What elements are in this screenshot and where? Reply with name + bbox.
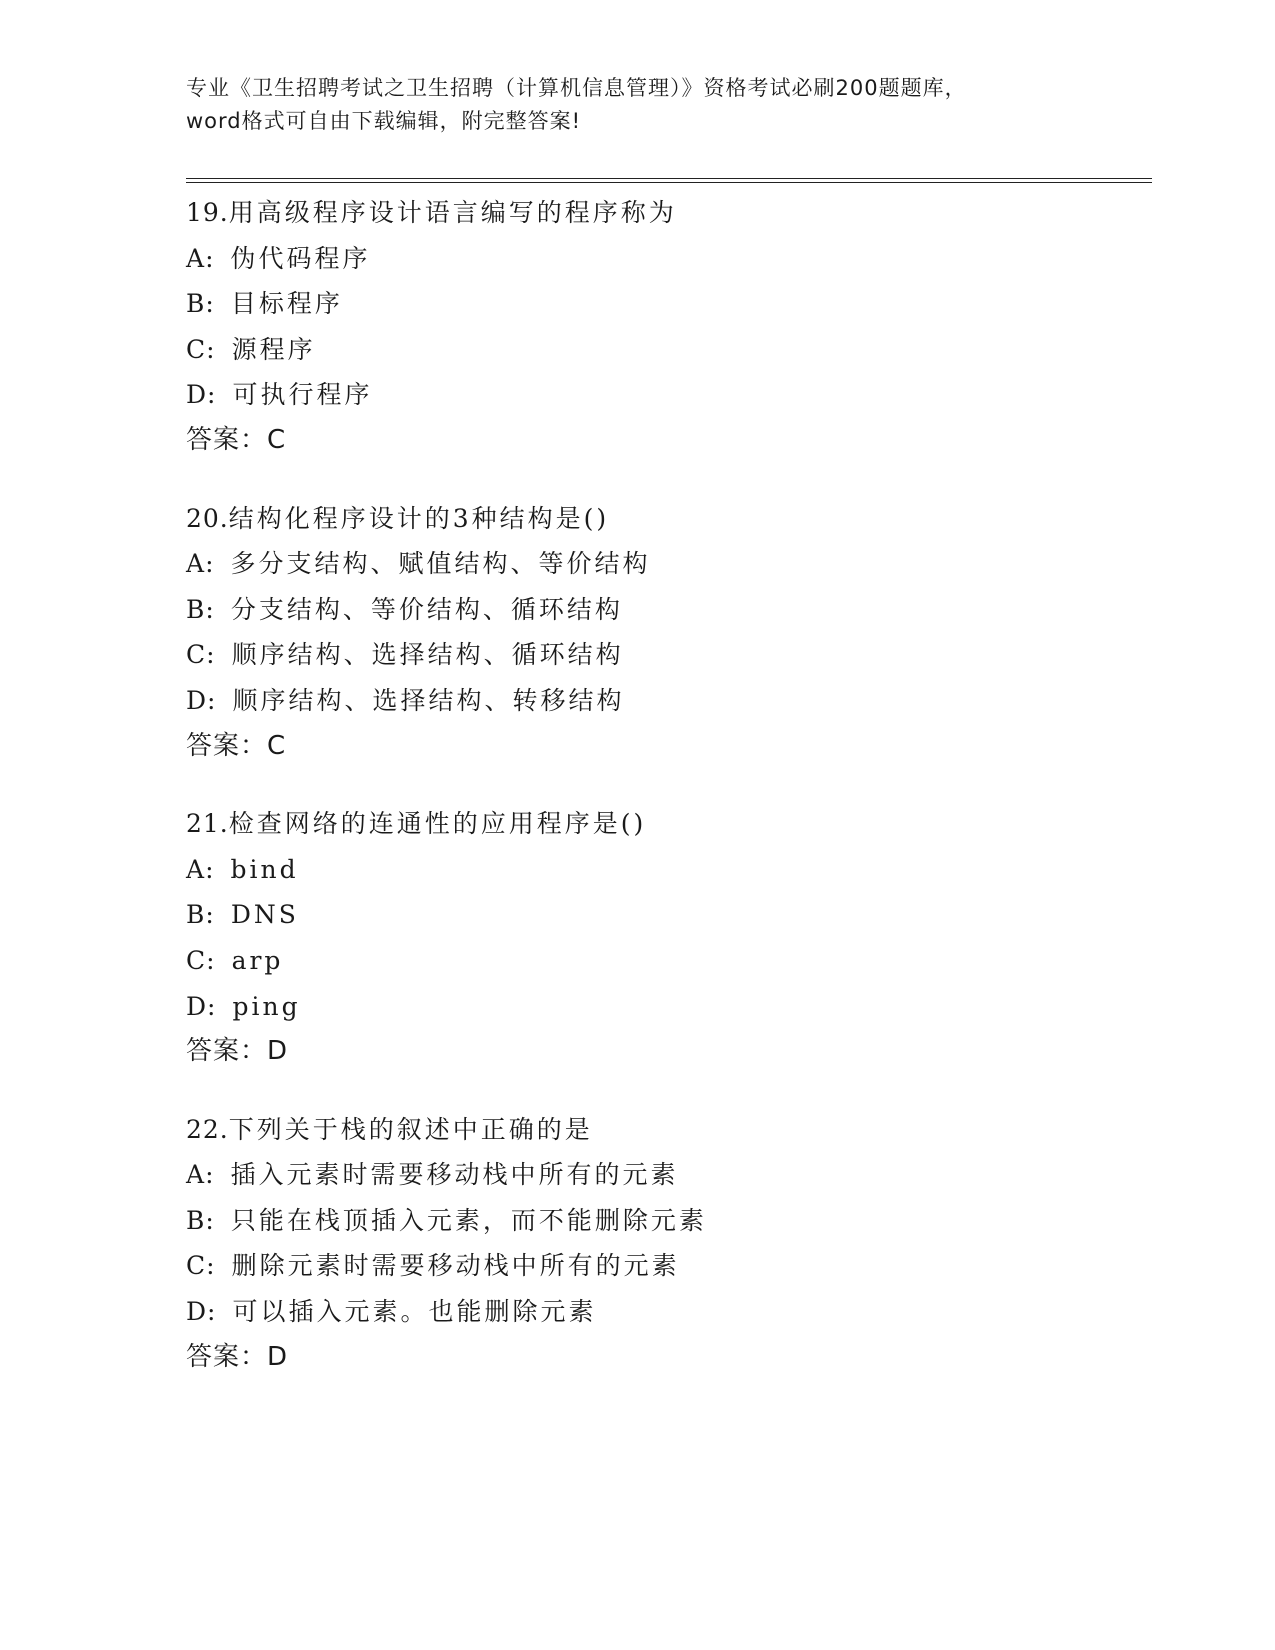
option-key: B bbox=[186, 900, 206, 930]
option-separator: : bbox=[207, 380, 219, 410]
option-separator: : bbox=[205, 854, 217, 884]
option-d bbox=[186, 372, 1146, 418]
option-key: A bbox=[186, 1160, 206, 1190]
question-21 bbox=[186, 801, 1146, 1075]
option-key: A bbox=[186, 549, 206, 579]
option-key: C bbox=[186, 1251, 207, 1281]
option-key: B bbox=[186, 289, 206, 319]
option-text: 伪代码程序 bbox=[230, 243, 371, 273]
option-key: B bbox=[186, 1205, 206, 1235]
option-key: D bbox=[186, 991, 208, 1021]
question-number: 19. bbox=[186, 198, 229, 227]
question-number: 22. bbox=[186, 1114, 229, 1144]
option-text: 顺序结构、选择结构、循环结构 bbox=[231, 640, 624, 670]
option-key: D bbox=[186, 1297, 208, 1327]
option-key: A bbox=[186, 243, 206, 273]
answer-label: 答案：C bbox=[186, 424, 287, 455]
option-separator: : bbox=[207, 991, 219, 1021]
option-separator: : bbox=[206, 640, 218, 670]
option-key: A bbox=[186, 854, 206, 884]
option-separator: : bbox=[205, 289, 217, 319]
question-number: 21. bbox=[186, 809, 229, 839]
option-text: ping bbox=[232, 991, 301, 1021]
option-key: D bbox=[186, 380, 208, 410]
option-a bbox=[186, 236, 1146, 282]
question-number: 20. bbox=[186, 503, 229, 533]
option-text: 只能在栈顶插入元素，而不能删除元素 bbox=[230, 1205, 707, 1235]
question-19 bbox=[186, 190, 1146, 464]
answer-label: 答案：C bbox=[186, 730, 287, 761]
option-separator: : bbox=[206, 1251, 218, 1281]
option-key: C bbox=[186, 945, 207, 975]
question-20 bbox=[186, 496, 1146, 770]
header-divider-top bbox=[186, 178, 1152, 179]
option-separator: : bbox=[205, 1205, 217, 1235]
header-title-line-1: 专业《卫生招聘考试之卫生招聘（计算机信息管理）》资格考试必刷200题题库， bbox=[186, 76, 967, 100]
question-text: 下列关于栈的叙述中正确的是 bbox=[228, 1114, 593, 1144]
option-separator: : bbox=[205, 243, 217, 273]
question-stem bbox=[186, 190, 1146, 236]
option-key: C bbox=[186, 640, 207, 670]
option-separator: : bbox=[206, 334, 218, 364]
option-b bbox=[186, 281, 1146, 327]
option-text: 源程序 bbox=[231, 334, 316, 364]
option-a bbox=[186, 847, 1146, 893]
question-stem bbox=[186, 496, 1146, 542]
option-separator: : bbox=[207, 685, 219, 715]
answer-label: 答案：D bbox=[186, 1341, 289, 1372]
option-text: 顺序结构、选择结构、转移结构 bbox=[232, 685, 625, 715]
option-c bbox=[186, 632, 1146, 678]
option-text: 可以插入元素。也能删除元素 bbox=[232, 1297, 597, 1327]
option-text: arp bbox=[231, 945, 284, 975]
option-key: D bbox=[186, 685, 208, 715]
question-stem bbox=[186, 801, 1146, 847]
option-b bbox=[186, 892, 1146, 938]
option-c bbox=[186, 1243, 1146, 1289]
option-separator: : bbox=[205, 549, 217, 579]
question-text: 用高级程序设计语言编写的程序称为 bbox=[228, 198, 677, 227]
question-stem bbox=[186, 1107, 1146, 1153]
option-d bbox=[186, 1289, 1146, 1335]
header-divider-bottom bbox=[186, 182, 1152, 183]
question-text: 结构化程序设计的3种结构是() bbox=[228, 503, 610, 533]
option-key: C bbox=[186, 334, 207, 364]
option-separator: : bbox=[205, 594, 217, 624]
question-list bbox=[186, 190, 1146, 1412]
answer-label: 答案：D bbox=[186, 1036, 289, 1067]
option-b bbox=[186, 587, 1146, 633]
option-text: 分支结构、等价结构、循环结构 bbox=[230, 594, 623, 624]
option-key: B bbox=[186, 594, 206, 624]
option-a bbox=[186, 541, 1146, 587]
option-text: DNS bbox=[230, 900, 299, 930]
option-a bbox=[186, 1152, 1146, 1198]
option-d bbox=[186, 984, 1146, 1030]
option-b bbox=[186, 1198, 1146, 1244]
option-d bbox=[186, 678, 1146, 724]
option-separator: : bbox=[206, 945, 218, 975]
option-separator: : bbox=[205, 900, 217, 930]
option-text: 可执行程序 bbox=[232, 380, 373, 410]
option-separator: : bbox=[205, 1160, 217, 1190]
option-c bbox=[186, 938, 1146, 984]
question-text: 检查网络的连通性的应用程序是() bbox=[228, 809, 647, 839]
option-text: 删除元素时需要移动栈中所有的元素 bbox=[231, 1251, 680, 1281]
option-separator: : bbox=[207, 1297, 219, 1327]
document-header bbox=[186, 72, 1086, 138]
option-text: 插入元素时需要移动栈中所有的元素 bbox=[230, 1160, 679, 1190]
option-text: 目标程序 bbox=[230, 289, 343, 319]
question-22 bbox=[186, 1107, 1146, 1381]
option-c bbox=[186, 327, 1146, 373]
option-text: 多分支结构、赋值结构、等价结构 bbox=[230, 549, 651, 579]
option-text: bind bbox=[230, 854, 299, 884]
header-title-line-2: word格式可自由下载编辑，附完整答案! bbox=[186, 109, 582, 133]
